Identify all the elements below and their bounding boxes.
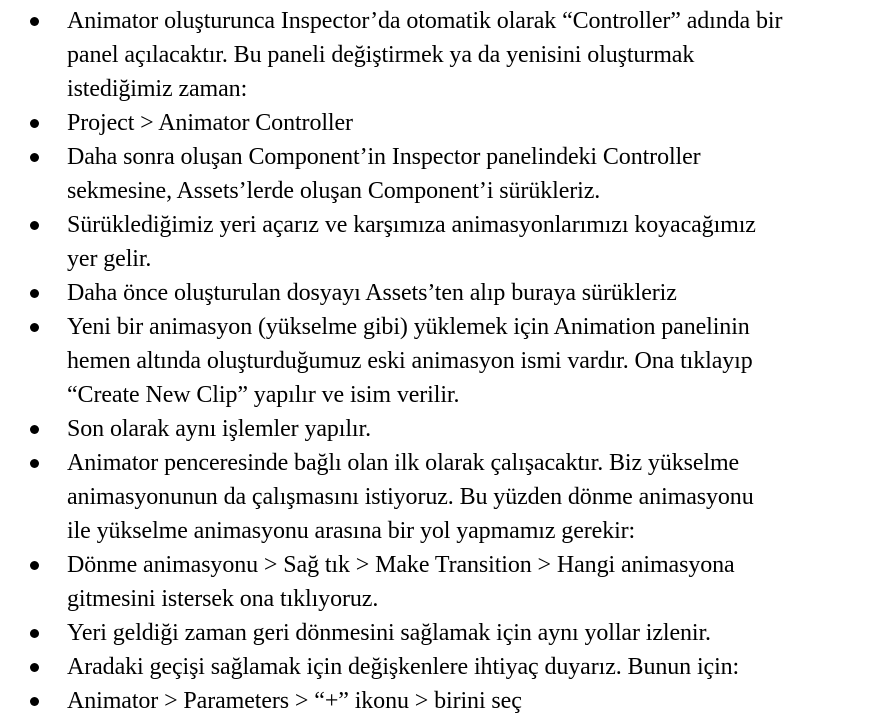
bullet-dot-icon <box>30 425 39 434</box>
list-item <box>0 140 884 208</box>
list-item-text-line: Daha sonra oluşan Component’in Inspector panelindeki Controller <box>67 144 701 170</box>
list-item <box>0 276 884 310</box>
list-item-text-line: “Create New Clip” yapılır ve isim verilir. <box>67 382 460 408</box>
bullet-dot-icon <box>30 119 39 128</box>
list-item-text-line: ile yükselme animasyonu arasına bir yol yapmamız gerekir: <box>67 518 636 544</box>
bullet-dot-icon <box>30 663 39 672</box>
list-item-text-line: Animator > Parameters > “+” ikonu > birini seç <box>67 688 522 714</box>
bullet-dot-icon <box>30 459 39 468</box>
list-item-text-line: Daha önce oluşturulan dosyayı Assets’ten alıp buraya sürükleriz <box>67 280 677 306</box>
list-item-text-line: Son olarak aynı işlemler yapılır. <box>67 416 371 442</box>
bullet-dot-icon <box>30 289 39 298</box>
bullet-dot-icon <box>30 323 39 332</box>
list-item-text-line: Project > Animator Controller <box>67 110 353 136</box>
bullet-dot-icon <box>30 561 39 570</box>
list-item-text-line: Aradaki geçişi sağlamak için değişkenlere ihtiyaç duyarız. Bunun için: <box>67 654 740 680</box>
list-item <box>0 412 884 446</box>
list-item-text-line: Yeri geldiği zaman geri dönmesini sağlamak için aynı yollar izlenir. <box>67 620 711 646</box>
list-item-text-line: hemen altında oluşturduğumuz eski animasyon ismi vardır. Ona tıklayıp <box>67 348 753 374</box>
list-item <box>0 446 884 548</box>
list-item-text-line: Sürüklediğimiz yeri açarız ve karşımıza animasyonlarımızı koyacağımız <box>67 212 756 238</box>
list-item <box>0 650 884 684</box>
list-item-text-line: sekmesine, Assets’lerde oluşan Component’i sürükleriz. <box>67 178 601 204</box>
list-item-text-line: istediğimiz zaman: <box>67 76 248 102</box>
list-item <box>0 4 884 106</box>
list-item <box>0 684 884 718</box>
list-item-text-line: Animator oluşturunca Inspector’da otomatik olarak “Controller” adında bir <box>67 8 783 34</box>
list-item-text-line: panel açılacaktır. Bu paneli değiştirmek ya da yenisini oluşturmak <box>67 42 695 68</box>
list-item-text-line: Dönme animasyonu > Sağ tık > Make Transition > Hangi animasyona <box>67 552 735 578</box>
bullet-dot-icon <box>30 153 39 162</box>
list-item-text-line: Yeni bir animasyon (yükselme gibi) yüklemek için Animation panelinin <box>67 314 750 340</box>
bullet-dot-icon <box>30 629 39 638</box>
bullet-dot-icon <box>30 221 39 230</box>
list-item <box>0 310 884 412</box>
list-item-text-line: Animator penceresinde bağlı olan ilk olarak çalışacaktır. Biz yükselme <box>67 450 740 476</box>
list-item-text-line: animasyonunun da çalışmasını istiyoruz. Bu yüzden dönme animasyonu <box>67 484 754 510</box>
list-item <box>0 548 884 616</box>
bullet-list <box>0 4 884 718</box>
list-item-text-line: yer gelir. <box>67 246 152 272</box>
list-item-text-line: gitmesini istersek ona tıklıyoruz. <box>67 586 379 612</box>
bullet-dot-icon <box>30 697 39 706</box>
bullet-dot-icon <box>30 17 39 26</box>
list-item <box>0 106 884 140</box>
list-item <box>0 616 884 650</box>
list-item <box>0 208 884 276</box>
